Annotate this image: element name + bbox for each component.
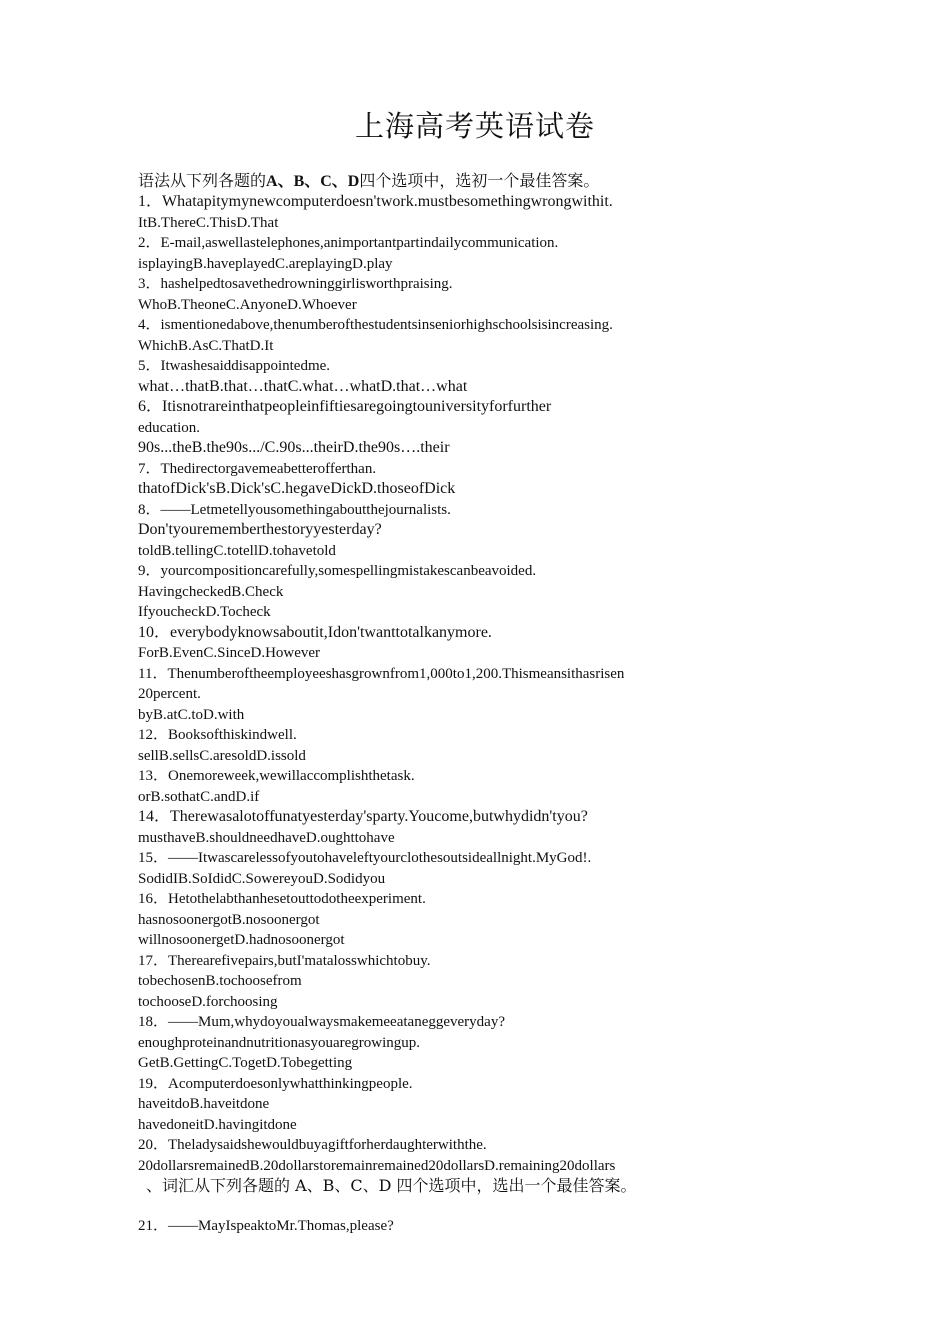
- question-stem-continued: education.: [138, 419, 201, 436]
- question-stem: 18．——Mum,whydoyoualwaysmakemeeataneggeveryday?: [138, 1014, 505, 1030]
- page-title: 上海高考英语试卷: [354, 109, 595, 143]
- question-1: [138, 192, 838, 233]
- question-stem-continued: enoughproteinandnutritionasyouaregrowingup.: [138, 1034, 421, 1051]
- question-stem: 11．Thenumberoftheemployeeshasgrownfrom1,000to1,200.Thismeansithasrisen: [138, 665, 625, 682]
- question-options: SodidIB.SoIdidC.SowereyouD.Sodidyou: [138, 870, 386, 887]
- question-options: 90s...theB.the90s.../C.90s...theirD.the90s….their: [138, 439, 450, 456]
- question-options: byB.atC.toD.with: [138, 706, 245, 723]
- question-list: [138, 192, 838, 1176]
- question-5: [138, 356, 838, 397]
- question-stem: 2．E-mail,aswellastelephones,animportantpartindailycommunication.: [138, 235, 559, 251]
- question-stem: 4．ismentionedabove,thenumberofthestudentsinseniorhighschoolsisincreasing.: [138, 317, 613, 333]
- question-4: [138, 315, 838, 356]
- exam-body: [138, 171, 838, 1237]
- question-8: [138, 500, 838, 562]
- question-stem: 5．Itwashesaiddisappointedme.: [138, 358, 331, 374]
- question-options: 20dollarsremainedB.20dollarstoremainremained20dollarsD.remaining20dollars: [138, 1157, 616, 1174]
- section-grammar-heading: [138, 171, 838, 192]
- question-20: [138, 1135, 838, 1176]
- question-options: toldB.tellingC.totellD.tohavetold: [138, 542, 336, 559]
- question-stem: 9．yourcompositioncarefully,somespellingmistakescanbeavoided.: [138, 563, 537, 579]
- question-options: tochooseD.forchoosing: [138, 993, 278, 1010]
- question-options: WhoB.TheoneC.AnyoneD.Whoever: [138, 296, 357, 313]
- question-13: [138, 766, 838, 807]
- question-11: [138, 664, 838, 726]
- question-options: ForB.EvenC.SinceD.However: [138, 645, 321, 661]
- question-options: willnosoonergetD.hadnosoonergot: [138, 932, 345, 948]
- question-3: [138, 274, 838, 315]
- question-stem: 8．——Letmetellyousomethingaboutthejournalists.: [138, 501, 451, 518]
- question-options: havedoneitD.havingitdone: [138, 1116, 297, 1133]
- question-14: [138, 807, 838, 848]
- question-stem: 17．Therearefivepairs,butI'matalosswhichtobuy.: [138, 952, 431, 969]
- question-options: orB.sothatC.andD.if: [138, 788, 260, 805]
- question-options: haveitdoB.haveitdone: [138, 1096, 270, 1112]
- question-stem: 19．Acomputerdoesonlywhatthinkingpeople.: [138, 1075, 413, 1092]
- question-stem: 15．——Itwascarelessofyoutohaveleftyourclothesoutsideallnight.MyGod!.: [138, 850, 592, 866]
- question-10: [138, 623, 838, 664]
- question-2: [138, 233, 838, 274]
- question-19: [138, 1074, 838, 1136]
- question-stem: 6．Itisnotrareinthatpeopleinfiftiesaregoingtouniversityforfurther: [138, 398, 552, 415]
- question-6: [138, 397, 838, 459]
- question-stem: 14．Therewasalotoffunatyesterday'sparty.Youcome,butwhydidn'tyou?: [138, 808, 588, 825]
- question-12: [138, 725, 838, 766]
- question-options: thatofDick'sB.Dick'sC.hegaveDickD.thoseofDick: [138, 480, 456, 497]
- section-heading-letters: A、B、C、D: [266, 173, 360, 190]
- question-9: [138, 561, 838, 623]
- question-options: hasnosoonergotB.nosoonergot: [138, 911, 320, 928]
- question-17: [138, 951, 838, 1013]
- spacer: [138, 1196, 838, 1216]
- question-options: GetB.GettingC.TogetD.Tobegetting: [138, 1055, 353, 1071]
- question-stem: 1．Whatapitymynewcomputerdoesn'twork.mustbesomethingwrongwithit.: [138, 193, 613, 210]
- question-16: [138, 889, 838, 951]
- question-7: [138, 459, 838, 500]
- section-heading-suffix: 四个选项中，选初一个最佳答案。: [359, 171, 600, 190]
- question-options: IfyoucheckD.Tocheck: [138, 604, 271, 620]
- question-21-stem: 21．——MayIspeaktoMr.Thomas,please?: [138, 1218, 394, 1234]
- question-stem: 13．Onemoreweek,wewillaccomplishthetask.: [138, 768, 415, 784]
- section-heading-prefix: 语法从下列各题的: [138, 171, 267, 190]
- question-options: ItB.ThereC.ThisD.That: [138, 214, 279, 231]
- question-options: musthaveB.shouldneedhaveD.oughttohave: [138, 829, 395, 846]
- question-options: tobechosenB.tochoosefrom: [138, 973, 302, 989]
- question-stem: 3．hashelpedtosavethedrowninggirlisworthpraising.: [138, 276, 453, 292]
- question-18: [138, 1012, 838, 1074]
- question-stem: 20．Theladysaidshewouldbuyagiftforherdaughterwiththe.: [138, 1137, 487, 1153]
- question-stem: 12．Booksofthiskindwell.: [138, 727, 297, 743]
- question-options: isplayingB.haveplayedC.areplayingD.play: [138, 255, 393, 272]
- question-options: WhichB.AsC.ThatD.It: [138, 337, 274, 354]
- question-stem: 7．Thedirectorgavemeabetterofferthan.: [138, 460, 377, 477]
- question-options: sellB.sellsC.aresoldD.issold: [138, 747, 306, 764]
- question-options: HavingcheckedB.Check: [138, 583, 284, 600]
- question-stem-continued: Don'tyourememberthestoryyesterday?: [138, 521, 382, 538]
- question-options: what…thatB.that…thatC.what…whatD.that…what: [138, 377, 468, 395]
- question-15: [138, 848, 838, 889]
- question-stem: 10．everybodyknowsaboutit,Idon'twanttotalkanymore.: [138, 623, 492, 641]
- question-stem: 16．Hetothelabthanhesetouttodotheexperiment.: [138, 891, 426, 907]
- section-vocabulary-heading: 、词汇从下列各题的 A、B、C、D 四个选项中，选出一个最佳答案。: [146, 1176, 637, 1195]
- question-stem-continued: 20percent.: [138, 686, 201, 702]
